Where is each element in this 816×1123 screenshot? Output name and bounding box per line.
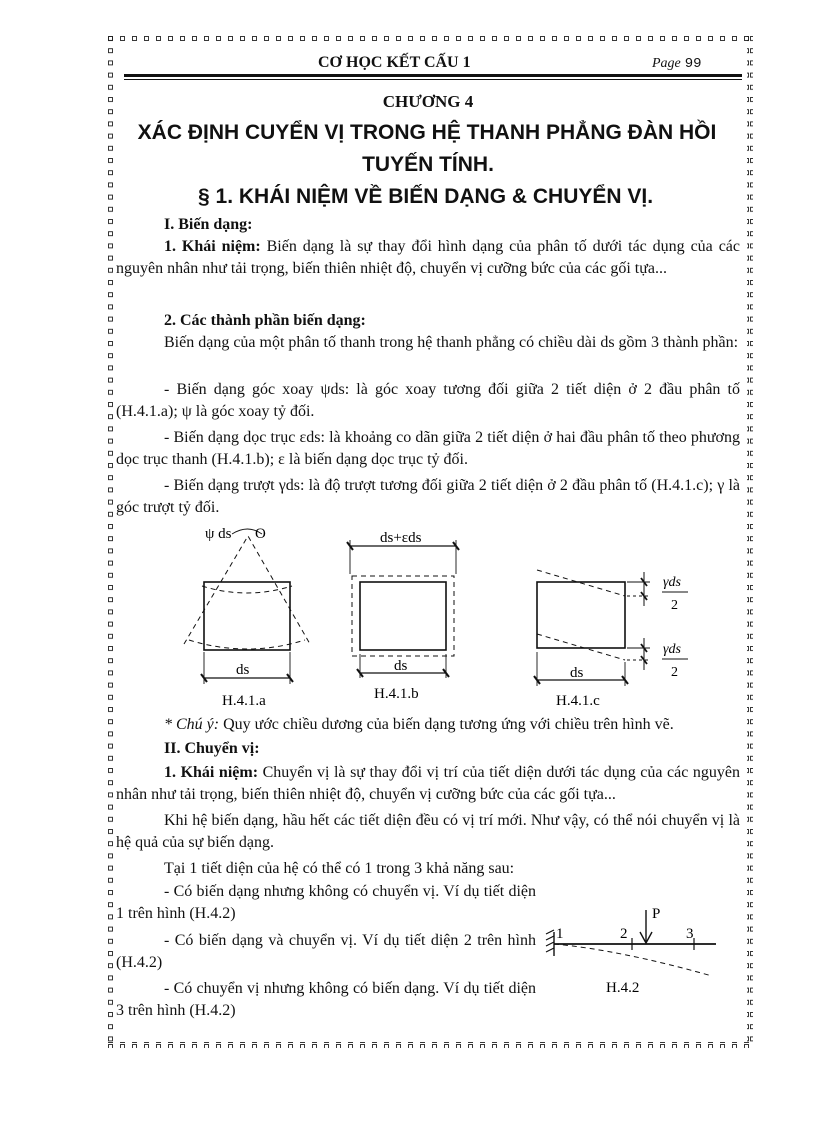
note-text: Quy ước chiều dương của biến dạng tương ứng với chiều trên hình vẽ. <box>219 716 674 733</box>
c-numerator-top: γds <box>663 575 681 590</box>
figure-4-1 <box>0 520 816 716</box>
part2-concept <box>116 762 740 807</box>
c-ds-label: ds <box>570 665 584 681</box>
c-caption: H.4.1.c <box>556 693 600 709</box>
a-caption: H.4.1.a <box>222 693 266 709</box>
sheared-element-c <box>537 570 625 660</box>
item-axial: - Biến dạng dọc trục εds: là khoảng co dãn giữa 2 tiết diện ở hai đầu phân tố theo phương dọc trục thanh (H.4.1.b); ε là biến dạng dọc trục tỷ đối. <box>116 429 740 469</box>
case-2: - Có biến dạng và chuyển vị. Ví dụ tiết diện 2 trên hình (H.4.2) <box>116 932 536 972</box>
figure-4-1-a <box>184 526 310 709</box>
figure-4-1-b <box>347 530 459 702</box>
b-top-label: ds+εds <box>380 530 422 546</box>
components-intro: Biến dạng của một phân tố thanh trong hệ thanh phẳng có chiều dài ds gồm 3 thành phần: <box>164 334 739 351</box>
item-rotation: - Biến dạng góc xoay ψds: là góc xoay tương đối giữa 2 tiết diện ở 2 đầu phân tố (H.4.1.a); ψ là góc xoay tỷ đối. <box>116 381 740 421</box>
components-heading: 2. Các thành phần biến dạng: <box>164 312 366 329</box>
chapter-title-line1: XÁC ĐỊNH CUYỂN VỊ TRONG HỆ THANH PHẲNG ĐÀN HỒI <box>137 121 717 144</box>
part2-heading: II. Chuyển vị: <box>164 740 260 757</box>
c-numerator-bottom: γds <box>663 642 681 657</box>
header-rule-thick <box>124 74 742 77</box>
part1-concept-text: Biến dạng là sự thay đổi hình dạng của phân tố dưới tác dụng của các nguyên nhân như tải trọng, biến thiên nhiệt độ, chuyển vị cưỡng bức của các gối tựa... <box>116 238 740 278</box>
elongated-element-b <box>352 576 454 656</box>
course-title: CƠ HỌC KẾT CẤU 1 <box>318 54 471 71</box>
header-rule-thin <box>124 79 742 80</box>
chapter-title-line2: TUYẾN TÍNH. <box>362 153 494 176</box>
section-title: § 1. KHÁI NIỆM VỀ BIẾN DẠNG & CHUYỂN VỊ. <box>198 185 654 208</box>
element-a-rect <box>204 582 290 650</box>
part2-para2: Khi hệ biến dạng, hầu hết các tiết diện đều có vị trí mới. Như vậy, có thể nói chuyển vị là hệ quả của sự biến dạng. <box>116 812 740 852</box>
a-ds-label: ds <box>236 662 250 678</box>
b-caption: H.4.1.b <box>374 686 419 702</box>
figure-4-2 <box>540 896 730 1000</box>
part2-para3: Tại 1 tiết diện của hệ có thể có 1 trong 3 khả năng sau: <box>164 860 515 877</box>
c-denominator-bottom: 2 <box>671 665 678 680</box>
part1-concept-label: 1. Khái niệm: <box>164 238 261 255</box>
a-top-label: ψ ds <box>205 526 232 542</box>
element-b-rect <box>360 582 446 650</box>
page-number: 99 <box>684 56 702 72</box>
c-denominator-top: 2 <box>671 598 678 613</box>
deflected-shape <box>554 944 712 976</box>
case-1: - Có biến dạng nhưng không có chuyển vị. Ví dụ tiết diện 1 trên hình (H.4.2) <box>116 883 536 923</box>
b-ds-label: ds <box>394 658 408 674</box>
figure-4-2-caption: H.4.2 <box>606 980 640 996</box>
part1-concept <box>116 236 740 281</box>
note <box>164 714 674 736</box>
page-label: Page <box>652 56 681 71</box>
part2-concept-text: Chuyển vị là sự thay đổi vị trí của tiết diện dưới tác dụng của các nguyên nhân như tải trọng, biến thiên nhiệt độ, chuyển vị cưỡng bức của các gối tựa... <box>116 764 741 804</box>
section-1-label: 1 <box>556 926 564 942</box>
a-origin-label: O <box>255 526 266 542</box>
page-indicator <box>652 54 702 72</box>
section-2-label: 2 <box>620 926 628 942</box>
item-shear: - Biến dạng trượt γds: là độ trượt tương đối giữa 2 tiết diện ở 2 đầu phân tố (H.4.1.c); γ là góc trượt tỷ đối. <box>116 477 740 517</box>
figure-4-1-c <box>534 570 688 709</box>
rotated-sections-a <box>184 536 310 644</box>
part1-heading: I. Biến dạng: <box>164 216 253 233</box>
section-3-label: 3 <box>686 926 694 942</box>
chapter-number: CHƯƠNG 4 <box>382 92 474 111</box>
part2-concept-label: 1. Khái niệm: <box>164 764 259 781</box>
note-label: * Chú ý: <box>164 716 220 733</box>
case-3: - Có chuyển vị nhưng không có biến dạng. Ví dụ tiết diện 3 trên hình (H.4.2) <box>116 980 536 1020</box>
load-label: P <box>652 906 661 922</box>
